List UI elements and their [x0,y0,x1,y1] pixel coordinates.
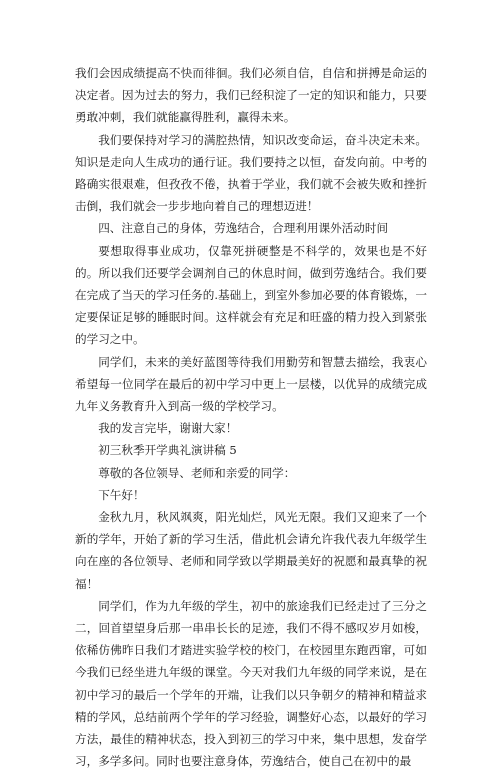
document-body [75,62,427,773]
paragraph: 我的发言完毕，谢谢大家！ [98,421,238,436]
greeting: 下午好！ [98,487,145,502]
paragraph: 同学们，未来的美好蓝图等待我们用勤劳和智慧去描绘，我衷心希望每一位同学在最后的初中学习中更上一层楼，以优异的成绩完成九年义务教育升入到高一级的学校学习。 [75,354,427,414]
paragraph: 同学们，作为九年级的学生，初中的旅途我们已经走过了三分之二，回首望望身后那一串串长长的足迹，我们不得不感叹岁月如梭，依稀仿佛昨日我们才踏进实验学校的校门，在校园里东跑西窜，可如今我们已经坐进九年级的课堂。今天对我们九年级的同学来说，是在初中学习的最后一个学年的开端，让我们以只争朝夕的精神和精益求精的学风，总结前两个学年的学习经验，调整好心态，以最好的学习方法，最佳的精神状态，投入到初三的学习中来，集中思想，发奋学习，多学多问。同时也要注意身体，劳逸结合，使自己在初中的最 [75,598,427,769]
paragraph: 金秋九月，秋风飒爽，阳光灿烂，风光无限。我们又迎来了一个新的学年，开始了新的学习生活，借此机会请允许我代表九年级学生向在座的各位领导、老师和同学致以学期最美好的祝愿和最真挚的祝福！ [75,510,427,591]
paragraph: 要想取得事业成功，仅靠死拼硬整是不科学的，效果也是不好的。所以我们还要学会调剂自己的休息时间，做到劳逸结合。我们要在完成了当天的学习任务的.基础上，到室外参加必要的体育锻炼，一定要保证足够的睡眠时间。这样就会有充足和旺盛的精力投入到紧张的学习之中。 [75,243,427,347]
paragraph: 我们会因成绩提高不快而徘徊。我们必须自信，自信和拼搏是命运的决定者。因为过去的努力，我们已经积淀了一定的知识和能力，只要勇敢冲刺，我们就能赢得胜利，赢得未来。 [75,66,427,125]
speech-title: 初三秋季开学典礼演讲稿 5 [98,443,237,458]
paragraph: 我们要保持对学习的满腔热情，知识改变命运，奋斗决定未来。知识是走向人生成功的通行证。我们要持之以恒，奋发向前。中考的路确实很艰难，但孜孜不倦，执着于学业，我们就不会被失败和挫折击倒，我们就会一步步地向着自己的理想迈进！ [75,132,427,214]
section-heading: 四、注意自己的身体，劳逸结合，合理利用课外活动时间 [98,221,389,236]
salutation: 尊敬的各位领导、老师和亲爱的同学： [98,465,296,480]
